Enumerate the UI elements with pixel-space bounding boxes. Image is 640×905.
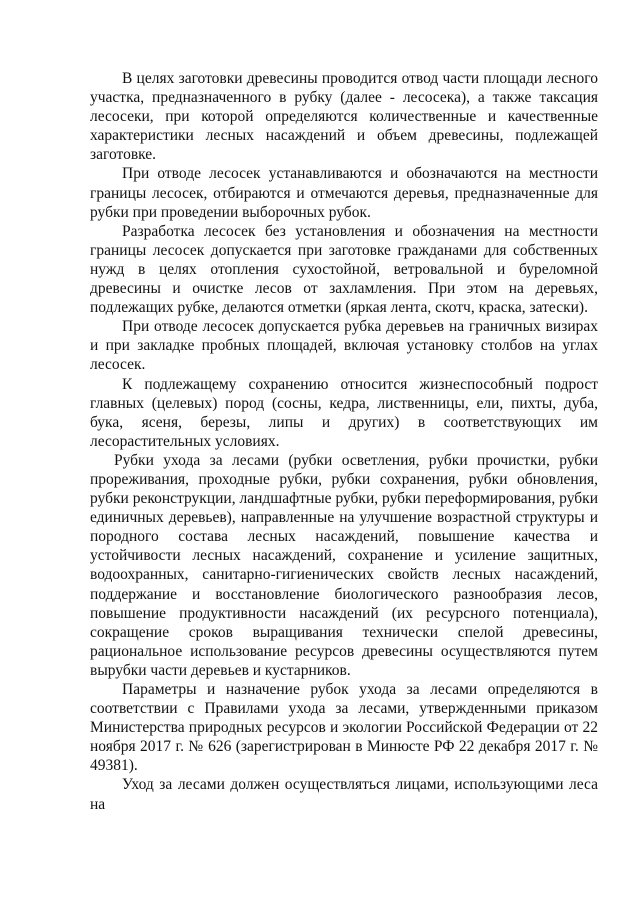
paragraph-undergrowth-preservation: К подлежащему сохранению относится жизнеспособный подрост главных (целевых) пород (сосны, кедра, лиственницы, ели, пихты, дуба, бука, ясеня, березы, липы и других) в соответствующих им лесорастительных условиях. xyxy=(90,375,598,450)
paragraph-forest-care-responsibility: Уход за лесами должен осуществляться лицами, использующими леса на xyxy=(90,776,598,813)
paragraph-care-parameters: Параметры и назначение рубок ухода за лесами определяются в соответствии с Правилами ухода за лесами, утвержденными приказом Министерства природных ресурсов и экологии Российской Федерации от 22 ноября 2017 г. № 626 (зарегистрирован в Минюсте РФ 22 декабря 2017 г. № 49381). xyxy=(90,681,598,775)
paragraph-development-without-marking: Разработка лесосек без установления и обозначения на местности границы лесосек допускается при заготовке гражданами для собственных нужд в целях отопления сухостойной, ветровальной и буреломной древесины и очистке лесов от захламления. При этом на деревьях, подлежащих рубке, делаются отметки (яркая лента, скотч, краска, затески). xyxy=(90,222,598,317)
document-body xyxy=(90,69,598,814)
paragraph-forest-care-cuttings: Рубки ухода за лесами (рубки осветления, рубки прочистки, рубки прореживания, проходные рубки, рубки сохранения, рубки обновления, рубки реконструкции, ландшафтные рубки, рубки переформирования, рубки единичных деревьев), направленные на улучшение возрастной структуры и породного состава лесных насаждений, повышение качества и устойчивости лесных насаждений, сохранение и усиление защитных, водоохранных, санитарно-гигиенических свойств лесных насаждений, поддержание и восстановление биологического разнообразия лесов, повышение продуктивности насаждений (их ресурсного потенциала), сокращение сроков выращивания технически спелой древесины, рациональное использование ресурсов древесины осуществляются путем вырубки части деревьев и кустарников. xyxy=(90,451,598,679)
paragraph-boundary-clearing: При отводе лесосек допускается рубка деревьев на граничных визирах и при закладке пробных площадей, включая установку столбов на углах лесосек. xyxy=(90,318,598,374)
paragraph-cutting-area-boundaries: При отводе лесосек устанавливаются и обозначаются на местности границы лесосек, отбираются и отмечаются деревья, предназначенные для рубки при проведении выборочных рубок. xyxy=(90,165,598,221)
paragraph-logging-allotment: В целях заготовки древесины проводится отвод части площади лесного участка, предназначенного в рубку (далее - лесосека), а также таксация лесосеки, при которой определяются количественные и качественные характеристики лесных насаждений и объем древесины, подлежащей заготовке. xyxy=(90,70,598,164)
